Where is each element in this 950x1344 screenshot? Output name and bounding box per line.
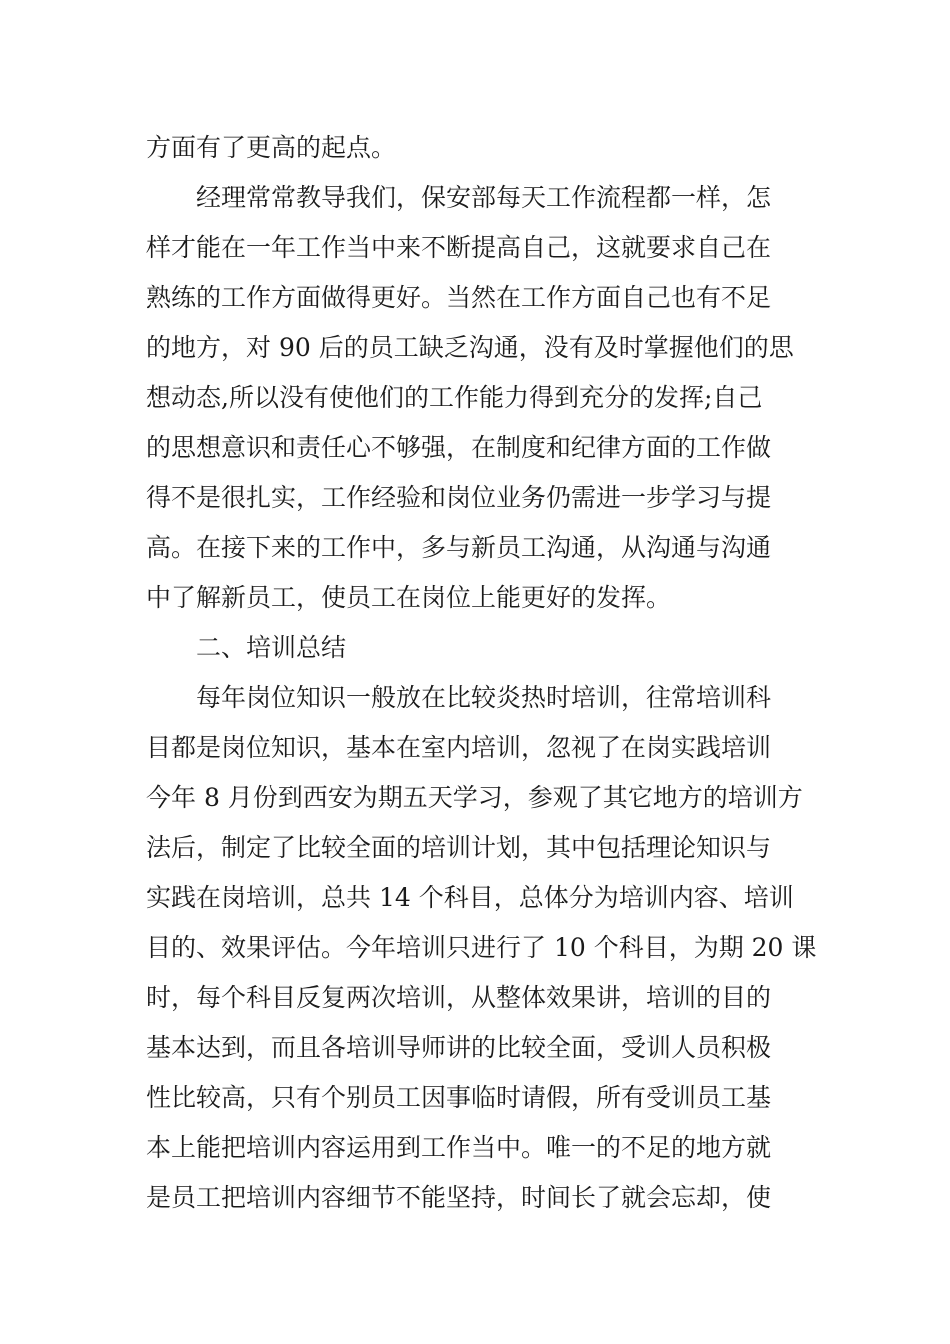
text-line: 想动态,所以没有使他们的工作能力得到充分的发挥;自己: [146, 383, 763, 412]
text-line: 基本达到，而且各培训导师讲的比较全面，受训人员积极: [146, 1033, 772, 1062]
text-line: 样才能在一年工作当中来不断提高自己，这就要求自己在: [146, 233, 772, 262]
text-line: 目的、效果评估。今年培训只进行了 10 个科目，为期 20 课: [146, 933, 817, 962]
paragraph-first-line: 经理常常教导我们，保安部每天工作流程都一样，怎: [196, 183, 772, 212]
text-line: 今年 8 月份到西安为期五天学习，参观了其它地方的培训方: [146, 783, 803, 812]
text-line: 性比较高，只有个别员工因事临时请假，所有受训员工基: [146, 1083, 772, 1112]
text-line: 熟练的工作方面做得更好。当然在工作方面自己也有不足: [146, 283, 772, 312]
text-line: 的地方，对 90 后的员工缺乏沟通，没有及时掌握他们的思: [146, 333, 794, 362]
text-line: 是员工把培训内容细节不能坚持，时间长了就会忘却，使: [146, 1183, 772, 1212]
section-heading: 二、培训总结: [196, 633, 347, 662]
text-line: 高。在接下来的工作中，多与新员工沟通，从沟通与沟通: [146, 533, 772, 562]
text-line: 方面有了更高的起点。: [146, 133, 397, 162]
text-line: 得不是很扎实，工作经验和岗位业务仍需进一步学习与提: [146, 483, 772, 512]
text-line: 本上能把培训内容运用到工作当中。唯一的不足的地方就: [146, 1133, 772, 1162]
paragraph-first-line: 每年岗位知识一般放在比较炎热时培训，往常培训科: [196, 683, 772, 712]
text-line: 中了解新员工，使员工在岗位上能更好的发挥。: [146, 583, 672, 612]
text-line: 目都是岗位知识，基本在室内培训，忽视了在岗实践培训: [146, 733, 772, 762]
text-line: 的思想意识和责任心不够强，在制度和纪律方面的工作做: [146, 433, 772, 462]
text-line: 时，每个科目反复两次培训，从整体效果讲，培训的目的: [146, 983, 772, 1012]
text-line: 法后，制定了比较全面的培训计划，其中包括理论知识与: [146, 833, 772, 862]
text-line: 实践在岗培训，总共 14 个科目，总体分为培训内容、培训: [146, 883, 794, 912]
